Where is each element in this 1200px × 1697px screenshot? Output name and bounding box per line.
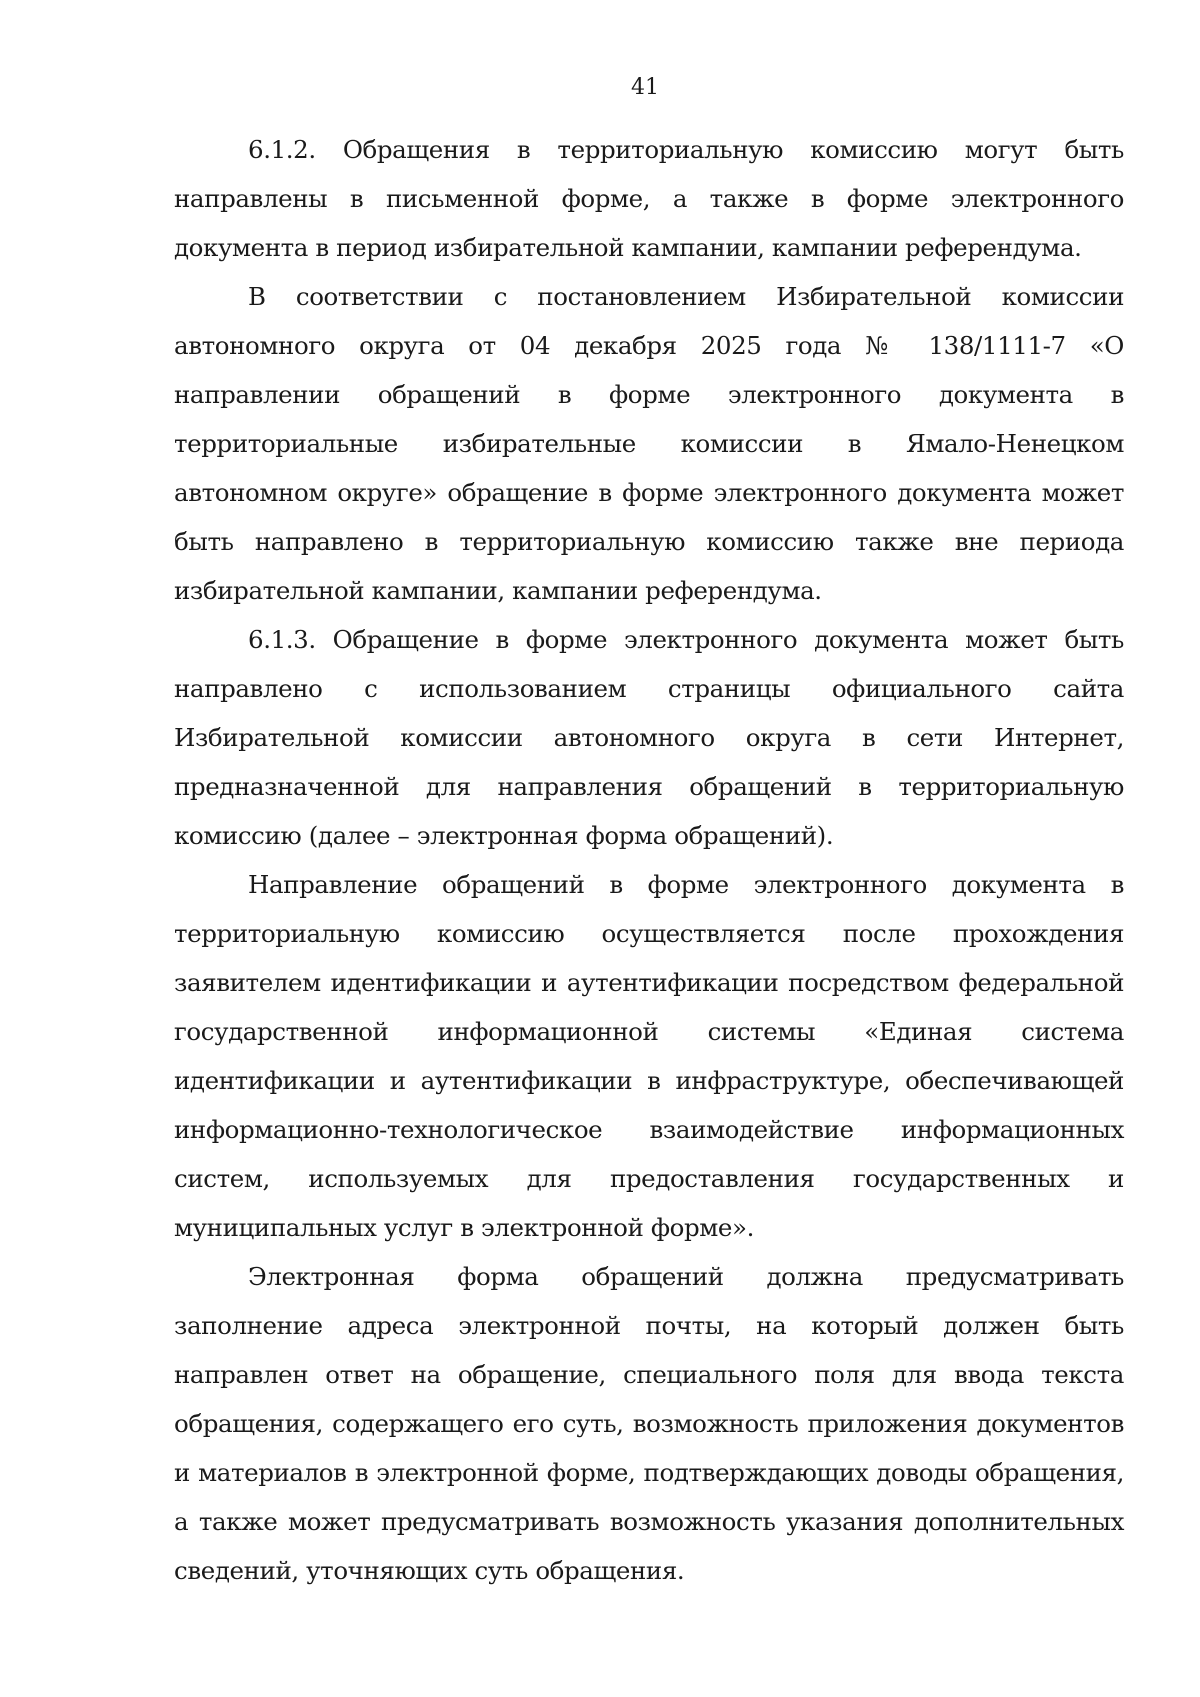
- paragraph-electronic-form: Электронная форма обращений должна предусматривать заполнение адреса электронной почты, на который должен быть направлен ответ на обращение, специального поля для ввода текста обращения, содержащего его суть, возможность приложения документов и материалов в электронной форме, подтверждающих доводы обращения, а также может предусматривать возможность указания дополнительных сведений, уточняющих суть обращения.: [174, 1262, 1124, 1585]
- paragraph-6-1-2: 6.1.2. Обращения в территориальную комиссию могут быть направлены в письменной форме, а также в форме электронного документа в период избирательной кампании, кампании референдума.: [174, 135, 1124, 262]
- paragraph-6-1-3: 6.1.3. Обращение в форме электронного документа может быть направлено с использованием страницы официального сайта Избирательной комиссии автономного округа в сети Интернет, предназначенной для направления обращений в территориальную комиссию (далее – электронная форма обращений).: [174, 625, 1124, 850]
- paragraph-identification: Направление обращений в форме электронного документа в территориальную комиссию осуществляется после прохождения заявителем идентификации и аутентификации посредством федеральной государственной информационной системы «Единая система идентификации и аутентификации в инфраструктуре, обеспечивающей информационно-технологическое взаимодействие информационных систем, используемых для предоставления государственных и муниципальных услуг в электронной форме».: [174, 870, 1124, 1242]
- paragraph-resolution-reference: В соответствии с постановлением Избирательной комиссии автономного округа от 04 декабря 2025 года № 138/1111-7 «О направлении обращений в форме электронного документа в территориальные избирательные комиссии в Ямало-Ненецком автономном округе» обращение в форме электронного документа может быть направлено в территориальную комиссию также вне периода избирательной кампании, кампании референдума.: [174, 282, 1124, 605]
- page-number: 41: [631, 75, 659, 100]
- document-body: [174, 125, 1124, 1595]
